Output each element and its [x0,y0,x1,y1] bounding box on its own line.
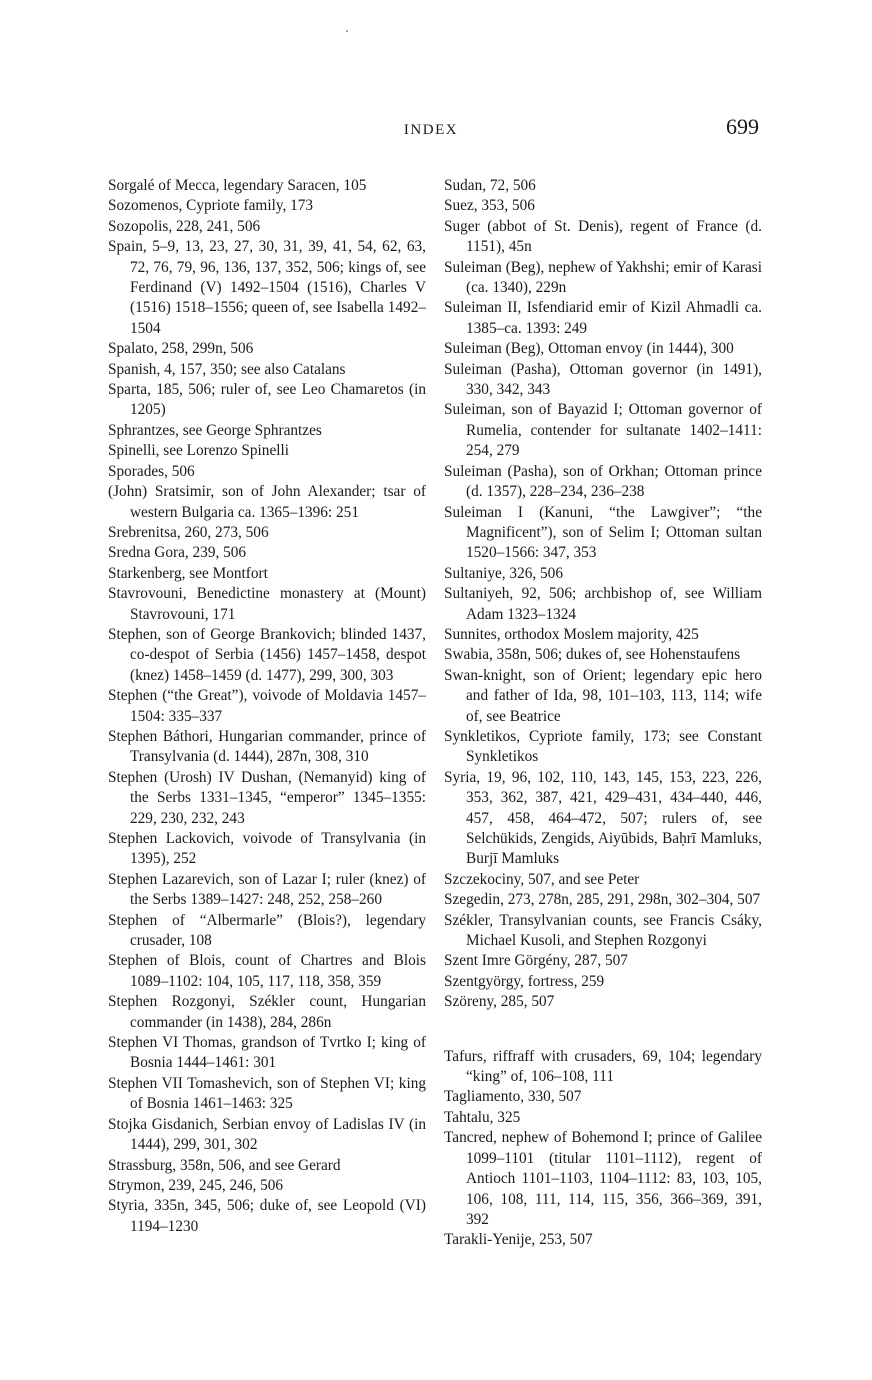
index-entry: Székler, Transylvanian counts, see Francis Csáky, Michael Kusoli, and Stephen Rozgonyi [444,911,762,950]
index-entry: Starkenberg, see Montfort [108,564,268,582]
index-entry: Sphrantzes, see George Sphrantzes [108,421,322,439]
speck [346,30,348,32]
page-title: INDEX [403,122,459,138]
index-entry: Suleiman (Pasha), Ottoman governor (in 1491), 330, 342, 343 [444,360,762,399]
index-entry: Tafurs, riffraff with crusaders, 69, 104; legendary “king” of, 106–108, 111 [444,1047,762,1086]
index-entry: Stavrovouni, Benedictine monastery at (Mount) Stavrovouni, 171 [108,585,426,623]
index-entry: Suleiman (Beg), Ottoman envoy (in 1444), 300 [444,340,734,358]
index-entry: Suleiman II, Isfendiarid emir of Kizil Ahmadli ca. 1385–ca. 1393: 249 [444,299,762,337]
index-entry: (John) Sratsimir, son of John Alexander; tsar of western Bulgaria ca. 1365–1396: 251 [108,483,426,521]
index-entry: Stephen Rozgonyi, Székler count, Hungarian commander (in 1438), 284, 286n [108,993,426,1031]
index-entry: Swabia, 358n, 506; dukes of, see Hohenstaufens [444,646,741,664]
index-entry: Szent Imre Görgény, 287, 507 [444,952,628,970]
index-entry: Synkletikos, Cypriote family, 173; see Constant Synkletikos [444,727,762,766]
index-entry: Suleiman (Beg), nephew of Yakhshi; emir of Karasi (ca. 1340), 229n [444,258,762,297]
index-column-left [108,176,426,1237]
index-column-right [444,176,762,1251]
index-entry: Tancred, nephew of Bohemond I; prince of Galilee 1099–1101 (titular 1101–1112), regent of Antioch 1101–1103, 1104–1112: 83, 103, 105, 106, 108, 111, 114, 115, 356, 366–369, 391, 392 [444,1129,762,1228]
index-entry: Stephen Lackovich, voivode of Transylvania (in 1395), 252 [108,830,426,868]
index-entry: Stephen of Blois, count of Chartres and Blois 1089–1102: 104, 105, 117, 118, 358, 359 [108,952,426,990]
index-entry: Tagliamento, 330, 507 [444,1088,582,1106]
index-entry: Suleiman, son of Bayazid I; Ottoman governor of Rumelia, contender for sultanate 1402–1411: 254, 279 [444,401,762,460]
index-entry: Stojka Gisdanich, Serbian envoy of Ladislas IV (in 1444), 299, 301, 302 [108,1115,426,1154]
index-entry: Sparta, 185, 506; ruler of, see Leo Chamaretos (in 1205) [108,381,426,419]
index-entry: Spinelli, see Lorenzo Spinelli [108,442,289,460]
index-entry: Sporades, 506 [108,462,195,480]
index-entry: Sultaniye, 326, 506 [444,564,563,582]
index-entry: Suleiman (Pasha), son of Orkhan; Ottoman prince (d. 1357), 228–234, 236–238 [444,462,762,501]
index-entry: Stephen, son of George Brankovich; blinded 1437, co-despot of Serbia (1456) 1457–1458, despot (knez) 1458–1459 (d. 1477), 299, 300, 303 [108,625,426,684]
index-entry: Stephen Lazarevich, son of Lazar I; ruler (knez) of the Serbs 1389–1427: 248, 252, 258–260 [108,870,426,909]
index-entry: Srebrenitsa, 260, 273, 506 [108,523,269,541]
index-entry: Sredna Gora, 239, 506 [108,544,247,562]
index-entry: Spain, 5–9, 13, 23, 27, 30, 31, 39, 41, 54, 62, 63, 72, 76, 79, 96, 136, 137, 352, 506; kings of, see Ferdinand (V) 1492–1504 (1516), Charles V (1516) 1518–1556; queen of, see Isabella 1492–1504 [108,238,426,337]
index-entry: Suleiman I (Kanuni, “the Lawgiver”; “the Magnificent”), son of Selim I; Ottoman sultan 1520–1566: 347, 353 [444,503,762,562]
index-entry: Szegedin, 273, 278n, 285, 291, 298n, 302–304, 507 [444,891,761,909]
index-entry: Sozopolis, 228, 241, 506 [108,217,261,235]
page-header [0,112,872,152]
index-entry: Strassburg, 358n, 506, and see Gerard [108,1156,341,1174]
index-entry: Szczekociny, 507, and see Peter [444,870,640,888]
index-entry: Spanish, 4, 157, 350; see also Catalans [108,360,346,378]
index-entry: Szentgyörgy, fortress, 259 [444,972,605,990]
index-entry: Stephen VII Tomashevich, son of Stephen VI; king of Bosnia 1461–1463: 325 [108,1074,426,1113]
index-entry: Sudan, 72, 506 [444,177,536,194]
index-entry: Syria, 19, 96, 102, 110, 143, 145, 153, 223, 226, 353, 362, 387, 421, 429–431, 434–440, 446, 457, 458, 464–472, 507; rulers of, see Selchükids, Zengids, Aiyūbids, Baḥrī Mamluks, Burjī Mamluks [444,768,762,868]
index-entry: Sunnites, orthodox Moslem majority, 425 [444,625,699,643]
index-entry: Stephen of “Albermarle” (Blois?), legendary crusader, 108 [108,911,426,950]
index-entry: Swan-knight, son of Orient; legendary epic hero and father of Ida, 98, 101–103, 113, 114; wife of, see Beatrice [444,666,762,725]
index-entry: Sultaniyeh, 92, 506; archbishop of, see William Adam 1323–1324 [444,585,762,623]
index-entry: Suez, 353, 506 [444,197,535,215]
index-entry: Spalato, 258, 299n, 506 [108,340,254,358]
index-entry: Tahtalu, 325 [444,1108,521,1126]
index-entry: Tarakli-Yenije, 253, 507 [444,1231,593,1249]
index-entry: Stephen (“the Great”), voivode of Moldavia 1457–1504: 335–337 [108,687,426,725]
index-entry: Stephen VI Thomas, grandson of Tvrtko I; king of Bosnia 1444–1461: 301 [108,1034,426,1072]
page-number: 699 [726,114,759,139]
index-entry: Szöreny, 285, 507 [444,993,555,1011]
index-entry: Sozomenos, Cypriote family, 173 [108,197,314,215]
index-entry: Stephen (Urosh) IV Dushan, (Nemanyid) king of the Serbs 1331–1345, “emperor” 1345–1355: 229, 230, 232, 243 [108,768,426,827]
index-entry: Strymon, 239, 245, 246, 506 [108,1176,284,1194]
letter-group-gap [444,1013,762,1047]
index-entry: Stephen Báthori, Hungarian commander, prince of Transylvania (d. 1444), 287n, 308, 310 [108,727,426,766]
index-entry: Styria, 335n, 345, 506; duke of, see Leopold (VI) 1194–1230 [108,1197,426,1235]
index-entry: Suger (abbot of St. Denis), regent of France (d. 1151), 45n [444,217,762,256]
index-entry: Sorgalé of Mecca, legendary Saracen, 105 [108,177,367,194]
